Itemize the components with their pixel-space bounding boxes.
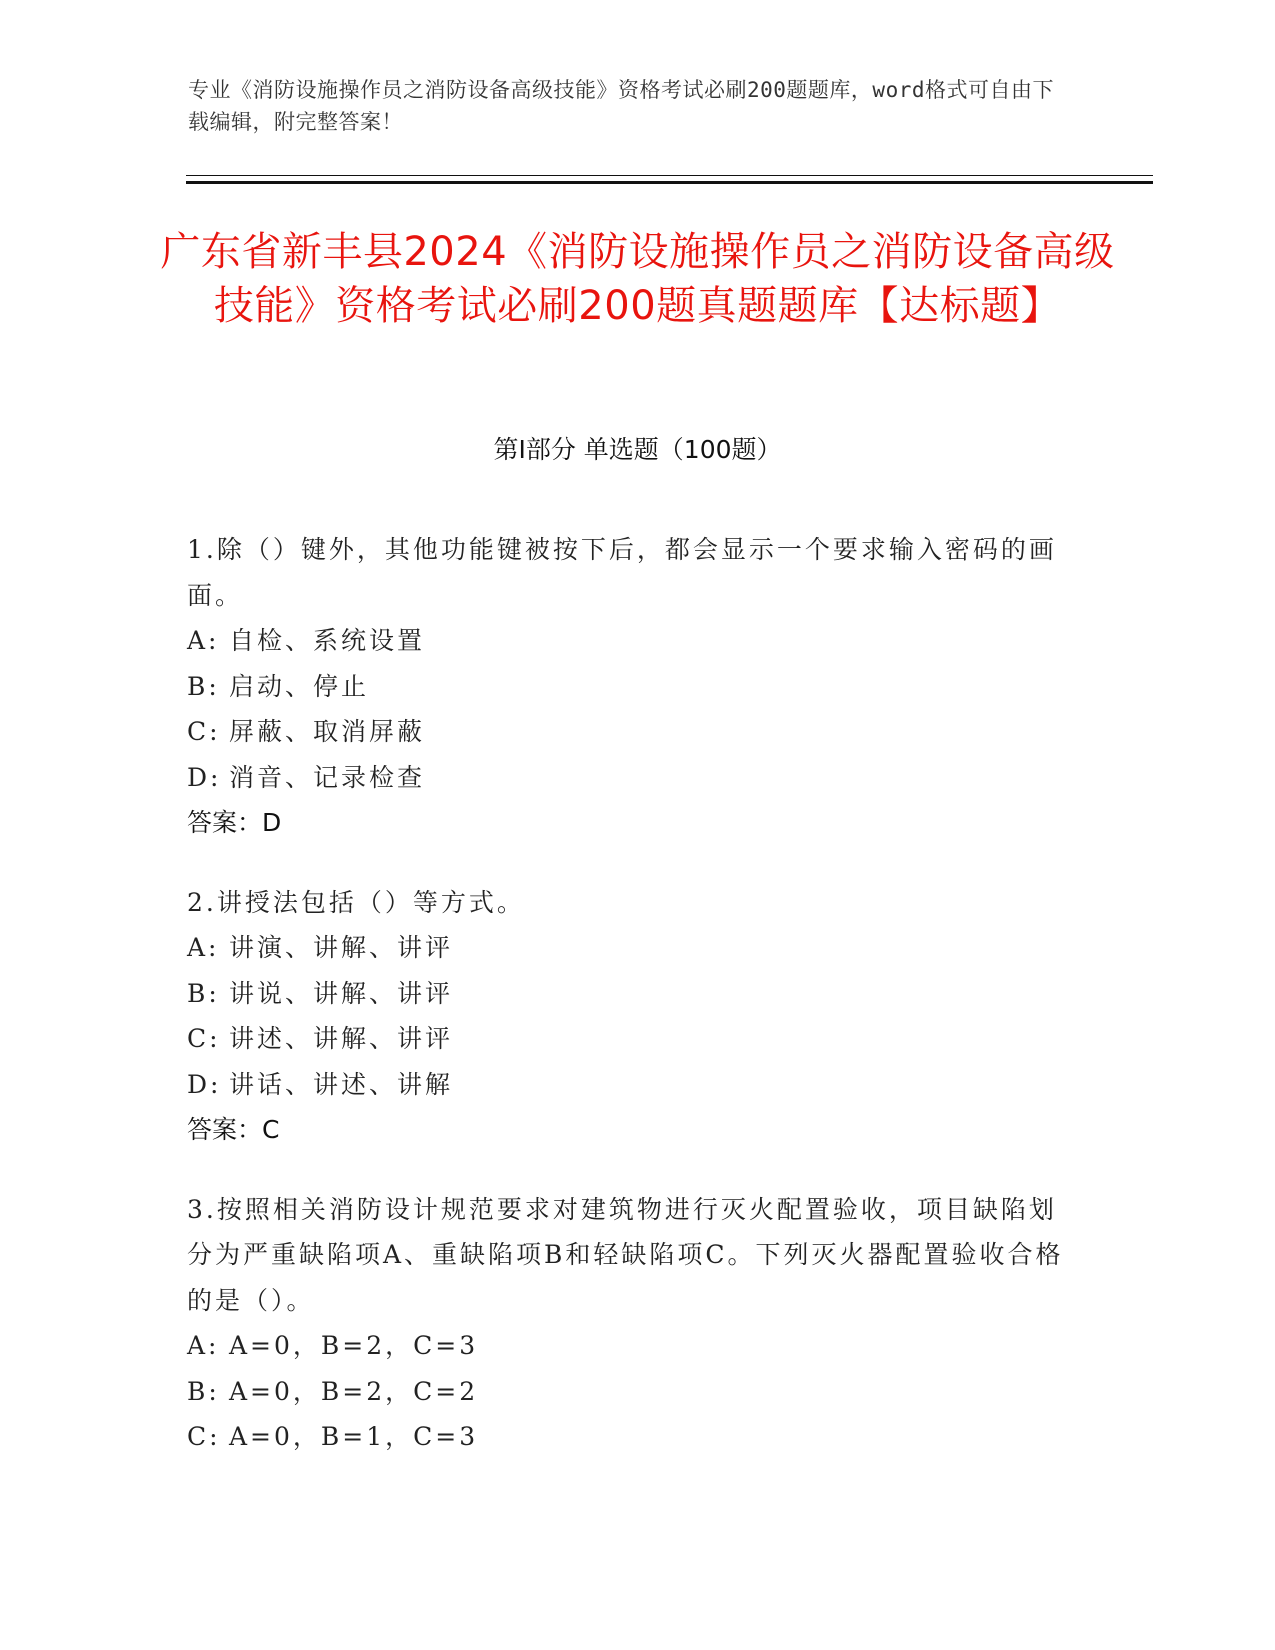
option-letter: C: (187, 1024, 221, 1053)
option-letter: B: (187, 1376, 220, 1406)
option-text: A=0，B=2，C=3 (229, 1331, 479, 1360)
document-title: 广东省新丰县2024《消防设施操作员之消防设备高级技能》资格考试必刷200题真题题库【达标题】 (160, 229, 1115, 329)
option-c (187, 1414, 1077, 1460)
option-c (187, 1016, 1077, 1062)
answer-line (187, 800, 1077, 846)
option-a (187, 925, 1077, 971)
answer-value: D (262, 808, 282, 837)
option-text: 讲演、讲解、讲评 (229, 933, 454, 962)
question-stem: 1.除（）键外，其他功能键被按下后，都会显示一个要求输入密码的画面。 (187, 535, 1057, 610)
option-text: 讲话、讲述、讲解 (229, 1069, 454, 1099)
option-text: 消音、记录检查 (229, 762, 426, 792)
option-letter: A: (187, 1331, 220, 1360)
question-1 (187, 527, 1077, 846)
header-rule-thick (186, 181, 1153, 184)
section-title: 第I部分 单选题（100题） (493, 435, 782, 464)
question-stem: 2.讲授法包括（）等方式。 (187, 887, 525, 917)
option-a (187, 618, 1077, 664)
option-letter: A: (187, 933, 220, 962)
option-b (187, 664, 1077, 710)
option-letter: D: (187, 1069, 222, 1099)
header-note: 专业《消防设施操作员之消防设备高级技能》资格考试必刷200题题库，word格式可自由下载编辑，附完整答案！ (188, 78, 1054, 134)
option-letter: C: (187, 1422, 221, 1451)
question-stem: 3.按照相关消防设计规范要求对建筑物进行灭火配置验收，项目缺陷划分为严重缺陷项A、重缺陷项B和轻缺陷项C。下列灭火器配置验收合格的是（）。 (187, 1194, 1064, 1315)
option-letter: D: (187, 762, 222, 792)
question-2 (187, 880, 1077, 1153)
option-d (187, 755, 1077, 801)
option-letter: B: (187, 671, 220, 701)
question-3 (187, 1187, 1077, 1460)
option-text: 启动、停止 (229, 671, 370, 701)
option-text: 讲说、讲解、讲评 (229, 978, 454, 1008)
answer-label: 答案： (187, 808, 263, 837)
option-text: 自检、系统设置 (229, 626, 426, 655)
option-d (187, 1062, 1077, 1108)
answer-label: 答案： (187, 1115, 263, 1144)
header-rule-thin (186, 175, 1153, 176)
question-list (187, 527, 1077, 1494)
answer-line (187, 1107, 1077, 1153)
answer-value: C (262, 1115, 280, 1144)
option-b (187, 971, 1077, 1017)
option-text: A=0，B=1，C=3 (229, 1422, 479, 1451)
option-letter: B: (187, 978, 220, 1008)
option-text: 屏蔽、取消屏蔽 (229, 717, 426, 746)
option-letter: A: (187, 626, 220, 655)
option-letter: C: (187, 717, 221, 746)
option-b (187, 1369, 1077, 1415)
option-a (187, 1323, 1077, 1369)
option-text: 讲述、讲解、讲评 (229, 1024, 454, 1053)
option-text: A=0，B=2，C=2 (229, 1376, 479, 1406)
option-c (187, 709, 1077, 755)
